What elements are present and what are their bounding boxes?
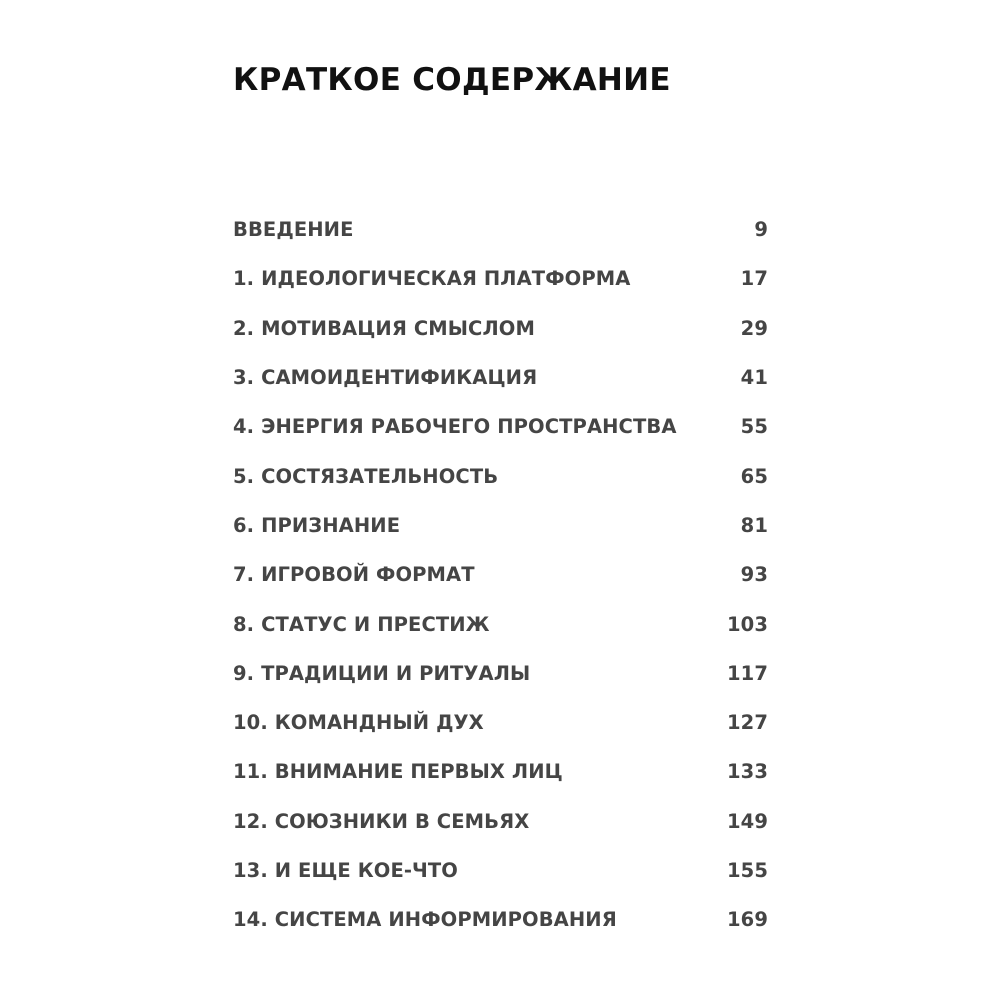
toc-entry-label: 12. СОЮЗНИКИ В СЕМЬЯХ [233,809,530,833]
toc-entry-chapter-10 [233,698,768,747]
toc-entry-label: 10. КОМАНДНЫЙ ДУХ [233,711,484,735]
toc-entry-chapter-14 [233,895,768,944]
page-title: КРАТКОЕ СОДЕРЖАНИЕ [233,62,671,98]
toc-entry-chapter-2 [233,304,768,353]
toc-entry-chapter-13 [233,846,768,895]
toc-entry-label: 13. И ЕЩЕ КОЕ-ЧТО [233,859,458,882]
toc-entry-chapter-8 [233,599,768,648]
toc-entry-page-number: 81 [740,513,768,537]
toc-entry-page-number: 117 [726,661,768,685]
toc-entry-page-number: 127 [726,711,768,735]
toc-entry-chapter-7 [233,550,768,599]
toc-entry-label: 9. ТРАДИЦИИ И РИТУАЛЫ [233,661,531,685]
toc-entry-page-number: 17 [740,267,768,291]
toc-entry-chapter-9 [233,649,768,698]
toc-entry-page-number: 93 [740,563,768,587]
toc-entry-label: ВВЕДЕНИЕ [233,218,354,242]
toc-entry-label: 1. ИДЕОЛОГИЧЕСКАЯ ПЛАТФОРМА [233,267,631,291]
toc-entry-page-number: 155 [726,859,768,882]
toc-entry-page-number: 9 [754,218,768,242]
toc-entry-label: 6. ПРИЗНАНИЕ [233,513,401,537]
toc-entry-chapter-3 [233,353,768,402]
toc-entry-page-number: 169 [726,908,768,932]
toc-entry-chapter-4 [233,402,768,451]
toc-entry-label: 4. ЭНЕРГИЯ РАБОЧЕГО ПРОСТРАНСТВА [233,415,677,439]
toc-entry-chapter-1 [233,254,768,303]
toc-entry-chapter-6 [233,501,768,550]
toc-entry-page-number: 29 [740,316,768,340]
toc-entry-chapter-12 [233,797,768,846]
toc-entry-label: 8. СТАТУС И ПРЕСТИЖ [233,612,490,636]
toc-entry-label: 5. СОСТЯЗАТЕЛЬНОСТЬ [233,464,499,488]
toc-entry-chapter-5 [233,451,768,500]
table-of-contents [233,205,768,944]
toc-entry-page-number: 55 [740,415,768,439]
toc-entry-label: 11. ВНИМАНИЕ ПЕРВЫХ ЛИЦ [233,760,563,784]
toc-entry-introduction [233,205,768,254]
toc-entry-label: 3. САМОИДЕНТИФИКАЦИЯ [233,366,538,390]
toc-entry-label: 2. МОТИВАЦИЯ СМЫСЛОМ [233,316,535,340]
toc-entry-page-number: 149 [726,809,768,833]
toc-entry-chapter-11 [233,747,768,796]
toc-entry-page-number: 41 [740,366,768,390]
toc-entry-label: 14. СИСТЕМА ИНФОРМИРОВАНИЯ [233,908,617,932]
toc-entry-page-number: 103 [726,612,768,636]
toc-entry-page-number: 65 [740,464,768,488]
toc-entry-label: 7. ИГРОВОЙ ФОРМАТ [233,563,475,587]
toc-entry-page-number: 133 [726,760,768,784]
